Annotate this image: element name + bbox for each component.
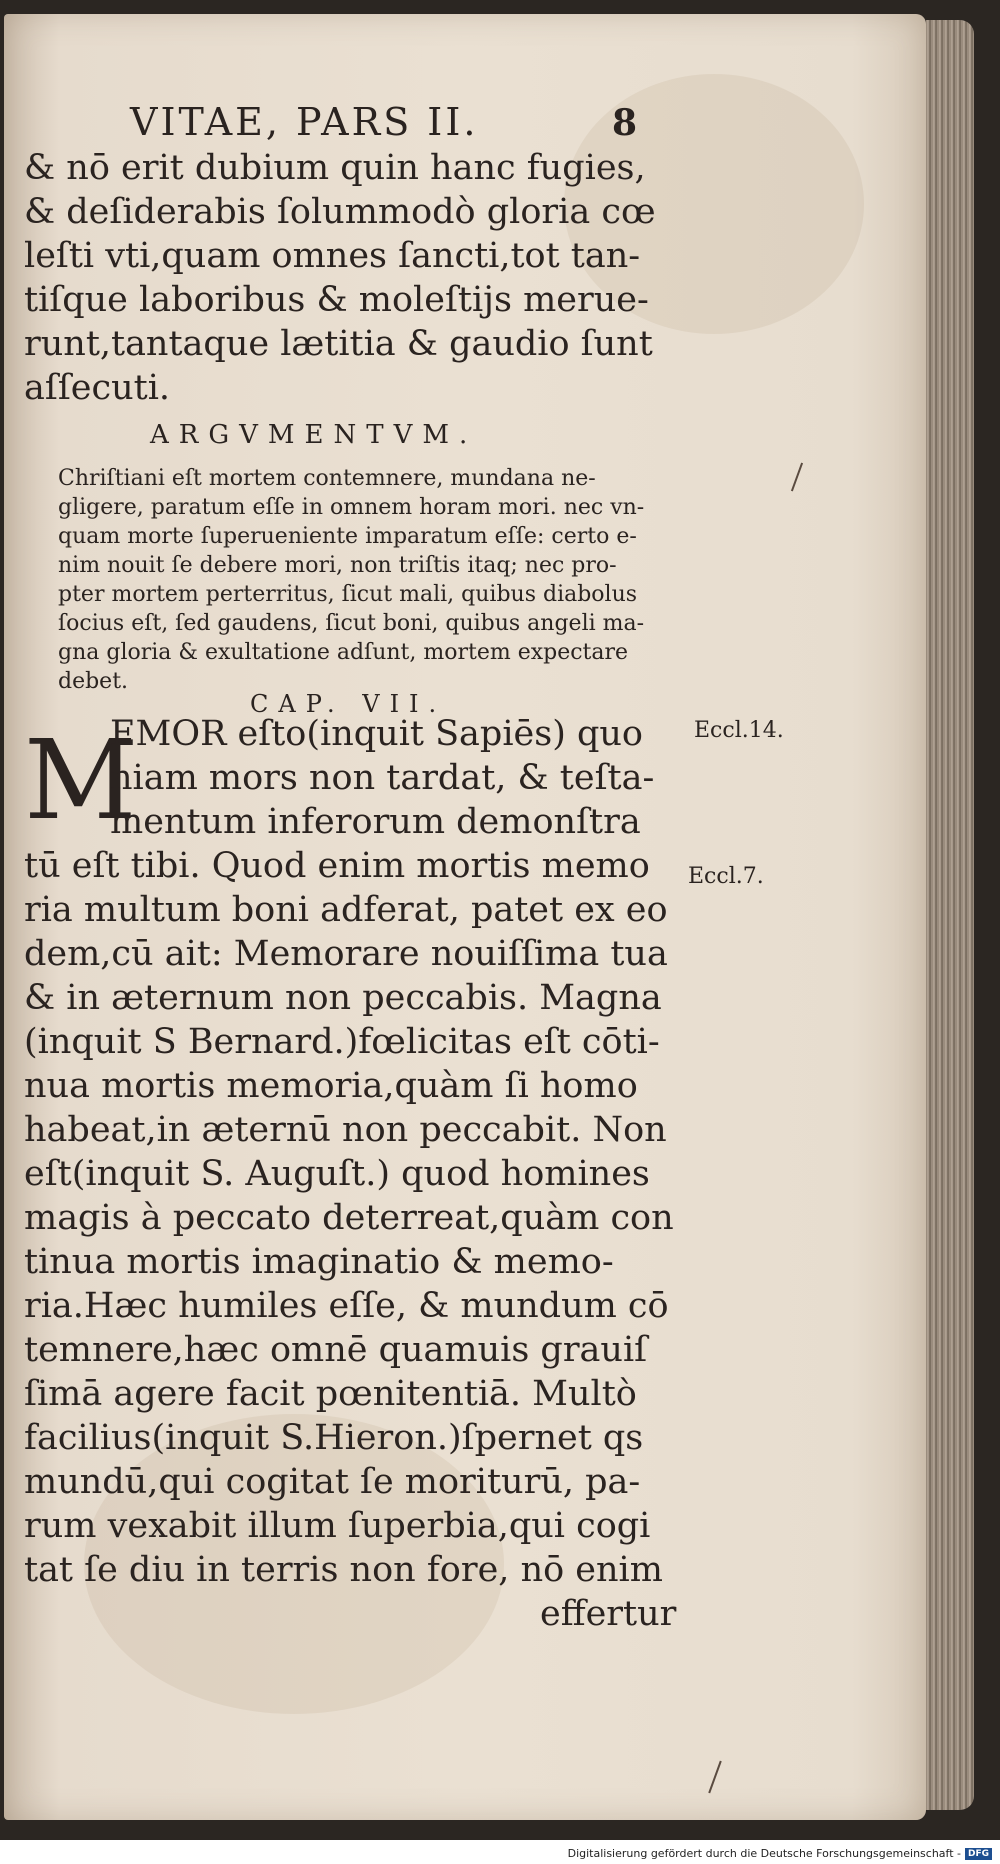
dfg-logo-icon: DFG: [965, 1848, 992, 1860]
text-line: ſimā agere facit pœnitentiā. Multò: [24, 1374, 637, 1414]
text-line: nua mortis memoria,quàm ſi homo: [24, 1066, 638, 1106]
text-line: (inquit S Bernard.)fœlicitas eſt cōti-: [24, 1022, 660, 1062]
argument-line: nim nouit ſe debere mori, non triſtis itaq; nec pro-: [58, 553, 617, 578]
running-title: VITAE, PARS II.: [130, 100, 479, 144]
text-line: eſt(inquit S. Auguſt.) quod homines: [24, 1154, 650, 1194]
argument-title: ARGVMENTVM.: [150, 420, 478, 450]
text-line: habeat,in æternū non peccabit. Non: [24, 1110, 667, 1150]
text-line: & nō erit dubium quin hanc fugies,: [24, 148, 646, 188]
margin-note: Eccl.14.: [694, 718, 784, 743]
text-line: facilius(inquit S.Hieron.)ſpernet qs: [24, 1418, 644, 1458]
text-line: runt,tantaque lætitia & gaudio ſunt: [24, 324, 653, 364]
argument-line: gna gloria & exultatione adſunt, mortem expectare: [58, 640, 629, 665]
argument-line: pter mortem perterritus, ſicut mali, quibus diabolus: [58, 582, 638, 607]
page-number: 8: [612, 102, 638, 144]
text-line: tat ſe diu in terris non fore, nō enim: [24, 1550, 663, 1590]
page-edges: [926, 20, 974, 1810]
text-line: ria.Hæc humiles eſſe, & mundum cō: [24, 1286, 669, 1326]
drop-capital: M: [24, 716, 137, 844]
text-line: & deſiderabis ſolummodò gloria cœ: [24, 192, 656, 232]
text-line: tinua mortis imaginatio & memo-: [24, 1242, 614, 1282]
margin-note: Eccl.7.: [688, 864, 764, 889]
text-line: temnere,hæc omnē quamuis grauiſ: [24, 1330, 648, 1370]
text-line: mentum inferorum demonſtra: [110, 802, 641, 842]
credit-text: Digitalisierung gefördert durch die Deutsche Forschungsgemeinschaft -: [567, 1847, 961, 1860]
digitization-credit: [568, 1847, 992, 1860]
text-line: magis à peccato deterreat,quàm con: [24, 1198, 674, 1238]
argument-line: Chriſtiani eſt mortem contemnere, mundana ne-: [58, 466, 596, 491]
argument-line: quam morte ſuperueniente imparatum eſſe: certo e-: [58, 524, 637, 549]
argument-line: debet.: [58, 669, 129, 694]
text-line: leſti vti,quam omnes ſancti,tot tan-: [24, 236, 641, 276]
text-line: mundū,qui cogitat ſe moriturū, pa-: [24, 1462, 641, 1502]
text-line: dem,cū ait: Memorare nouiſſima tua: [24, 934, 668, 974]
text-line: aſſecuti.: [24, 368, 171, 408]
text-line: tū eſt tibi. Quod enim mortis memo: [24, 846, 650, 886]
catchword: effertur: [540, 1594, 677, 1634]
text-line: rum vexabit illum ſuperbia,qui cogi: [24, 1506, 651, 1546]
text-line: tiſque laboribus & moleſtijs merue-: [24, 280, 649, 320]
text-line: EMOR eſto(inquit Sapiēs) quo: [110, 714, 643, 754]
text-line: ria multum boni adferat, patet ex eo: [24, 890, 668, 930]
chapter-heading: CAP. VII.: [250, 690, 447, 718]
argument-line: ſocius eſt, ſed gaudens, ſicut boni, quibus angeli ma-: [58, 611, 645, 636]
argument-line: gligere, paratum eſſe in omnem horam mori. nec vn-: [58, 495, 645, 520]
text-line: niam mors non tardat, & teſta-: [110, 758, 655, 798]
text-line: & in æternum non peccabis. Magna: [24, 978, 662, 1018]
